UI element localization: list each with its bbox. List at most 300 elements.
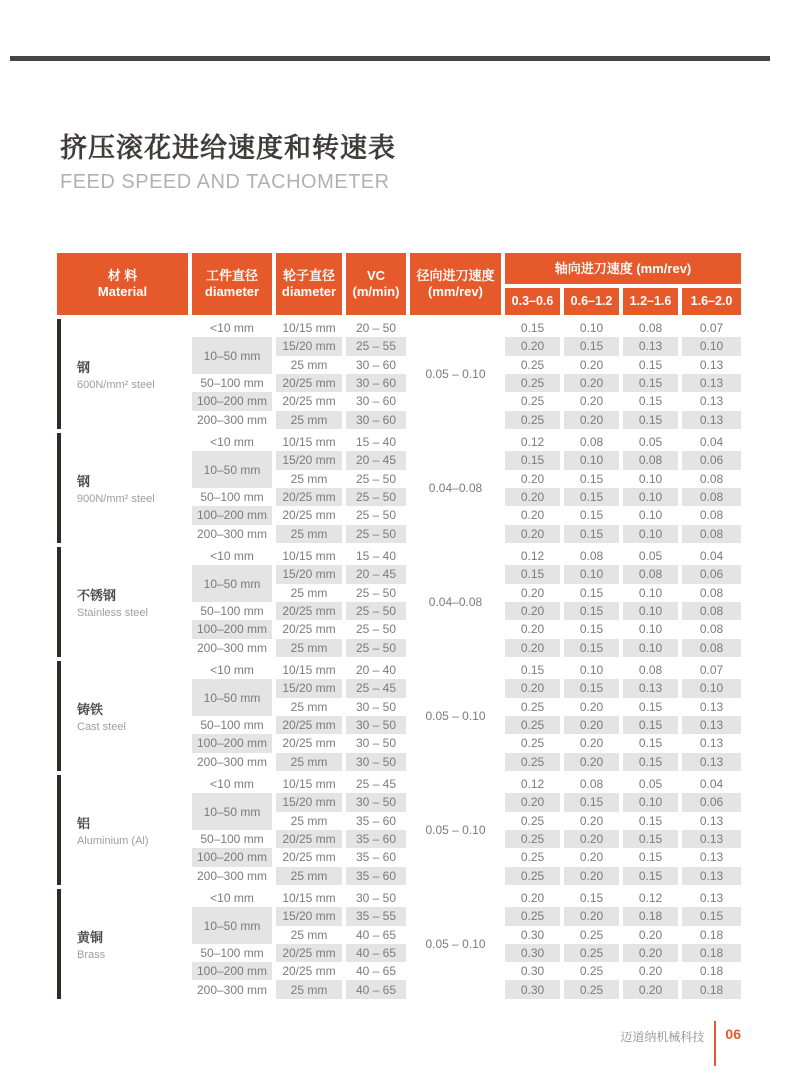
axial-feed-cell: 0.20 (505, 793, 560, 811)
axial-feed-cell: 0.08 (682, 525, 741, 543)
axial-feed-cell: 0.10 (623, 584, 678, 602)
vc-cell: 25 – 50 (346, 488, 406, 506)
axial-feed-cell: 0.20 (623, 926, 678, 944)
axial-feed-cell: 0.18 (682, 980, 741, 998)
axial-feed-cell: 0.13 (682, 812, 741, 830)
axial-feed-cell: 0.15 (505, 661, 560, 679)
vc-cell: 40 – 65 (346, 926, 406, 944)
axial-feed-cell: 0.25 (505, 734, 560, 752)
vc-cell: 30 – 50 (346, 716, 406, 734)
axial-feed-cell: 0.15 (564, 470, 619, 488)
page-subtitle: FEED SPEED AND TACHOMETER (60, 170, 390, 193)
axial-feed-cell: 0.04 (682, 547, 741, 565)
axial-feed-cell: 0.10 (623, 470, 678, 488)
material-group-6 (57, 889, 741, 999)
wheel-diameter-cell: 25 mm (276, 411, 342, 429)
wheel-diameter-cell: 25 mm (276, 470, 342, 488)
axial-feed-cell: 0.20 (623, 944, 678, 962)
header-vc (346, 253, 406, 315)
axial-feed-cell: 0.15 (623, 867, 678, 885)
axial-feed-cell: 0.15 (623, 848, 678, 866)
axial-feed-cell: 0.25 (505, 848, 560, 866)
footer-company-name: 迈道纳机械科技 (620, 1030, 705, 1044)
vc-cell: 40 – 65 (346, 962, 406, 980)
wheel-diameter-cell: 25 mm (276, 980, 342, 998)
material-cell (57, 775, 188, 885)
vc-cell: 40 – 65 (346, 944, 406, 962)
work-diameter-cell: <10 mm (192, 661, 272, 679)
axial-feed-cell: 0.25 (505, 392, 560, 410)
work-diameter-cell: 100–200 mm (192, 848, 272, 866)
work-diameter-cell: 50–100 mm (192, 602, 272, 620)
vc-cell: 15 – 40 (346, 433, 406, 451)
axial-feed-cell: 0.04 (682, 433, 741, 451)
header-material-zh: 材 料 (107, 268, 138, 284)
work-diameter-cell: 100–200 mm (192, 506, 272, 524)
axial-feed-cell: 0.13 (682, 374, 741, 392)
wheel-diameter-cell: 20/25 mm (276, 374, 342, 392)
axial-feed-cell: 0.13 (623, 679, 678, 697)
axial-feed-cell: 0.10 (623, 525, 678, 543)
vc-cell: 30 – 50 (346, 889, 406, 907)
wheel-diameter-cell: 20/25 mm (276, 602, 342, 620)
material-subtitle: 600N/mm² steel (77, 378, 155, 391)
header-vc-unit: (m/min) (352, 284, 400, 299)
axial-feed-cell: 0.08 (623, 565, 678, 583)
axial-feed-cell: 0.06 (682, 451, 741, 469)
radial-feed-cell: 0.05 – 0.10 (410, 775, 501, 885)
axial-feed-cell: 0.10 (623, 602, 678, 620)
vc-cell: 25 – 50 (346, 506, 406, 524)
work-diameter-cell: <10 mm (192, 775, 272, 793)
wheel-diameter-cell: 10/15 mm (276, 433, 342, 451)
axial-feed-cell: 0.18 (623, 907, 678, 925)
vc-cell: 20 – 50 (346, 319, 406, 337)
material-subtitle: Aluminium (Al) (77, 834, 149, 847)
work-diameter-cell: 200–300 mm (192, 980, 272, 998)
work-diameter-cell: 100–200 mm (192, 392, 272, 410)
wheel-diameter-cell: 10/15 mm (276, 889, 342, 907)
vc-cell: 20 – 45 (346, 451, 406, 469)
page-number: 06 (725, 1026, 741, 1042)
axial-feed-cell: 0.13 (682, 716, 741, 734)
axial-feed-cell: 0.10 (564, 451, 619, 469)
header-axial-range-2: 0.6–1.2 (564, 288, 619, 315)
axial-feed-cell: 0.10 (623, 620, 678, 638)
axial-feed-cell: 0.15 (623, 716, 678, 734)
radial-feed-cell: 0.05 – 0.10 (410, 661, 501, 771)
work-diameter-cell: 50–100 mm (192, 374, 272, 392)
work-diameter-cell: 100–200 mm (192, 962, 272, 980)
header-wheel-diameter (276, 253, 342, 315)
vc-cell: 20 – 40 (346, 661, 406, 679)
vc-cell: 25 – 50 (346, 470, 406, 488)
work-diameter-cell: 200–300 mm (192, 753, 272, 771)
wheel-diameter-cell: 25 mm (276, 753, 342, 771)
table-header (57, 253, 741, 315)
work-diameter-cell: 200–300 mm (192, 867, 272, 885)
wheel-diameter-cell: 15/20 mm (276, 451, 342, 469)
axial-feed-cell: 0.20 (564, 907, 619, 925)
axial-feed-cell: 0.15 (564, 602, 619, 620)
vc-cell: 30 – 60 (346, 374, 406, 392)
work-diameter-cell: <10 mm (192, 547, 272, 565)
header-axial-feed: 轴向进刀速度 (mm/rev) (505, 253, 741, 284)
header-radial-feed-zh: 径向进刀速度 (416, 268, 495, 284)
axial-feed-cell: 0.18 (682, 962, 741, 980)
axial-feed-cell: 0.15 (564, 337, 619, 355)
axial-feed-cell: 0.20 (623, 962, 678, 980)
axial-feed-cell: 0.13 (682, 848, 741, 866)
axial-feed-cell: 0.13 (682, 753, 741, 771)
axial-feed-cell: 0.15 (623, 698, 678, 716)
axial-feed-cell: 0.25 (505, 907, 560, 925)
axial-feed-cell: 0.15 (564, 506, 619, 524)
vc-cell: 25 – 50 (346, 584, 406, 602)
header-work-diameter-en: diameter (204, 284, 260, 299)
material-group-3 (57, 547, 741, 657)
top-rule (10, 56, 770, 61)
axial-feed-cell: 0.20 (564, 411, 619, 429)
axial-feed-cell: 0.20 (564, 830, 619, 848)
header-radial-feed (410, 253, 501, 315)
work-diameter-cell: <10 mm (192, 889, 272, 907)
work-diameter-cell: 200–300 mm (192, 525, 272, 543)
axial-feed-cell: 0.25 (564, 980, 619, 998)
axial-feed-cell: 0.07 (682, 319, 741, 337)
wheel-diameter-cell: 20/25 mm (276, 848, 342, 866)
axial-feed-cell: 0.04 (682, 775, 741, 793)
axial-feed-cell: 0.20 (564, 716, 619, 734)
material-subtitle: 900N/mm² steel (77, 492, 155, 505)
axial-feed-cell: 0.15 (623, 411, 678, 429)
axial-feed-cell: 0.20 (505, 639, 560, 657)
material-name: 钢 (77, 359, 91, 375)
axial-feed-cell: 0.30 (505, 962, 560, 980)
axial-feed-cell: 0.18 (682, 926, 741, 944)
axial-feed-cell: 0.05 (623, 547, 678, 565)
axial-feed-cell: 0.25 (564, 962, 619, 980)
axial-feed-cell: 0.25 (505, 753, 560, 771)
axial-feed-cell: 0.15 (564, 679, 619, 697)
axial-feed-cell: 0.25 (564, 944, 619, 962)
axial-feed-cell: 0.15 (623, 374, 678, 392)
axial-feed-cell: 0.08 (623, 451, 678, 469)
work-diameter-cell: 200–300 mm (192, 411, 272, 429)
axial-feed-cell: 0.25 (505, 356, 560, 374)
work-diameter-cell: 10–50 mm (192, 565, 272, 602)
axial-feed-cell: 0.20 (564, 753, 619, 771)
vc-cell: 25 – 45 (346, 775, 406, 793)
wheel-diameter-cell: 20/25 mm (276, 488, 342, 506)
axial-feed-cell: 0.25 (505, 411, 560, 429)
material-cell (57, 433, 188, 543)
material-cell (57, 661, 188, 771)
material-group-1 (57, 319, 741, 429)
vc-cell: 15 – 40 (346, 547, 406, 565)
axial-feed-cell: 0.08 (623, 661, 678, 679)
axial-feed-cell: 0.25 (564, 926, 619, 944)
axial-feed-cell: 0.08 (564, 775, 619, 793)
axial-feed-cell: 0.13 (682, 889, 741, 907)
material-group-4 (57, 661, 741, 771)
axial-feed-cell: 0.08 (682, 620, 741, 638)
axial-feed-cell: 0.13 (623, 337, 678, 355)
axial-feed-cell: 0.10 (682, 679, 741, 697)
material-cell (57, 889, 188, 999)
radial-feed-cell: 0.05 – 0.10 (410, 319, 501, 429)
wheel-diameter-cell: 25 mm (276, 525, 342, 543)
axial-feed-cell: 0.25 (505, 698, 560, 716)
axial-feed-cell: 0.15 (623, 830, 678, 848)
vc-cell: 40 – 65 (346, 980, 406, 998)
axial-feed-cell: 0.07 (682, 661, 741, 679)
axial-feed-cell: 0.20 (505, 620, 560, 638)
vc-cell: 35 – 60 (346, 867, 406, 885)
feed-speed-table (57, 253, 741, 1003)
axial-feed-cell: 0.15 (564, 889, 619, 907)
axial-feed-cell: 0.20 (564, 356, 619, 374)
wheel-diameter-cell: 25 mm (276, 698, 342, 716)
vc-cell: 25 – 55 (346, 337, 406, 355)
axial-feed-cell: 0.15 (564, 620, 619, 638)
axial-feed-cell: 0.08 (564, 547, 619, 565)
vc-cell: 20 – 45 (346, 565, 406, 583)
vc-cell: 30 – 50 (346, 753, 406, 771)
footer-divider (714, 1021, 716, 1066)
header-work-diameter-zh: 工件直径 (205, 268, 258, 284)
axial-feed-cell: 0.15 (564, 488, 619, 506)
work-diameter-cell: 10–50 mm (192, 451, 272, 488)
axial-feed-cell: 0.15 (623, 734, 678, 752)
axial-feed-cell: 0.15 (682, 907, 741, 925)
axial-feed-cell: 0.20 (505, 602, 560, 620)
vc-cell: 35 – 60 (346, 812, 406, 830)
axial-feed-cell: 0.13 (682, 830, 741, 848)
axial-feed-cell: 0.06 (682, 793, 741, 811)
axial-feed-cell: 0.12 (505, 775, 560, 793)
wheel-diameter-cell: 25 mm (276, 812, 342, 830)
header-axial-range-1: 0.3–0.6 (505, 288, 560, 315)
wheel-diameter-cell: 20/25 mm (276, 620, 342, 638)
axial-feed-cell: 0.12 (505, 547, 560, 565)
work-diameter-cell: 10–50 mm (192, 907, 272, 944)
work-diameter-cell: 100–200 mm (192, 620, 272, 638)
axial-feed-cell: 0.20 (564, 392, 619, 410)
axial-feed-cell: 0.10 (682, 337, 741, 355)
axial-feed-cell: 0.30 (505, 980, 560, 998)
radial-feed-cell: 0.04–0.08 (410, 547, 501, 657)
header-work-diameter (192, 253, 272, 315)
axial-feed-cell: 0.10 (623, 488, 678, 506)
header-axial-range-3: 1.2–1.6 (623, 288, 678, 315)
wheel-diameter-cell: 20/25 mm (276, 716, 342, 734)
wheel-diameter-cell: 20/25 mm (276, 734, 342, 752)
axial-feed-cell: 0.15 (623, 753, 678, 771)
material-group-5 (57, 775, 741, 885)
work-diameter-cell: <10 mm (192, 319, 272, 337)
axial-feed-cell: 0.20 (505, 488, 560, 506)
wheel-diameter-cell: 15/20 mm (276, 565, 342, 583)
axial-feed-cell: 0.10 (623, 639, 678, 657)
radial-feed-cell: 0.05 – 0.10 (410, 889, 501, 999)
header-material (57, 253, 188, 315)
material-subtitle: Brass (77, 948, 106, 961)
wheel-diameter-cell: 15/20 mm (276, 337, 342, 355)
axial-feed-cell: 0.05 (623, 433, 678, 451)
work-diameter-cell: 200–300 mm (192, 639, 272, 657)
wheel-diameter-cell: 25 mm (276, 867, 342, 885)
material-name: 铝 (77, 815, 91, 831)
axial-feed-cell: 0.30 (505, 926, 560, 944)
title-block (60, 134, 396, 194)
work-diameter-cell: <10 mm (192, 433, 272, 451)
wheel-diameter-cell: 10/15 mm (276, 775, 342, 793)
wheel-diameter-cell: 25 mm (276, 926, 342, 944)
wheel-diameter-cell: 25 mm (276, 584, 342, 602)
axial-feed-cell: 0.08 (682, 506, 741, 524)
axial-feed-cell: 0.20 (564, 374, 619, 392)
axial-feed-cell: 0.10 (564, 319, 619, 337)
vc-cell: 35 – 60 (346, 830, 406, 848)
axial-feed-cell: 0.20 (564, 698, 619, 716)
radial-feed-cell: 0.04–0.08 (410, 433, 501, 543)
axial-feed-cell: 0.05 (623, 775, 678, 793)
axial-feed-cell: 0.13 (682, 411, 741, 429)
axial-feed-cell: 0.20 (564, 848, 619, 866)
work-diameter-cell: 50–100 mm (192, 944, 272, 962)
axial-feed-cell: 0.15 (623, 392, 678, 410)
axial-feed-cell: 0.20 (564, 734, 619, 752)
vc-cell: 30 – 60 (346, 392, 406, 410)
vc-cell: 25 – 45 (346, 679, 406, 697)
wheel-diameter-cell: 20/25 mm (276, 392, 342, 410)
axial-feed-cell: 0.08 (682, 470, 741, 488)
axial-feed-cell: 0.08 (623, 319, 678, 337)
wheel-diameter-cell: 20/25 mm (276, 830, 342, 848)
axial-feed-cell: 0.13 (682, 392, 741, 410)
wheel-diameter-cell: 10/15 mm (276, 547, 342, 565)
axial-feed-cell: 0.20 (505, 679, 560, 697)
vc-cell: 30 – 50 (346, 698, 406, 716)
material-name: 钢 (77, 473, 91, 489)
vc-cell: 30 – 50 (346, 734, 406, 752)
wheel-diameter-cell: 15/20 mm (276, 907, 342, 925)
vc-cell: 30 – 60 (346, 411, 406, 429)
axial-feed-cell: 0.25 (505, 867, 560, 885)
axial-feed-cell: 0.13 (682, 698, 741, 716)
wheel-diameter-cell: 10/15 mm (276, 319, 342, 337)
axial-feed-cell: 0.08 (564, 433, 619, 451)
axial-feed-cell: 0.15 (564, 793, 619, 811)
axial-feed-cell: 0.20 (623, 980, 678, 998)
axial-feed-cell: 0.20 (505, 337, 560, 355)
axial-feed-cell: 0.15 (505, 319, 560, 337)
vc-cell: 25 – 50 (346, 525, 406, 543)
axial-feed-cell: 0.13 (682, 734, 741, 752)
axial-feed-cell: 0.12 (505, 433, 560, 451)
work-diameter-cell: 100–200 mm (192, 734, 272, 752)
material-cell (57, 547, 188, 657)
work-diameter-cell: 10–50 mm (192, 337, 272, 374)
axial-feed-cell: 0.10 (564, 661, 619, 679)
material-group-2 (57, 433, 741, 543)
work-diameter-cell: 10–50 mm (192, 793, 272, 830)
axial-feed-cell: 0.20 (564, 867, 619, 885)
axial-feed-cell: 0.18 (682, 944, 741, 962)
material-subtitle: Cast steel (77, 720, 126, 733)
axial-feed-cell: 0.30 (505, 944, 560, 962)
header-wheel-diameter-zh: 轮子直径 (282, 268, 335, 284)
axial-feed-cell: 0.25 (505, 374, 560, 392)
vc-cell: 35 – 60 (346, 848, 406, 866)
axial-feed-cell: 0.20 (505, 889, 560, 907)
axial-feed-cell: 0.20 (505, 525, 560, 543)
axial-feed-cell: 0.08 (682, 584, 741, 602)
axial-feed-cell: 0.15 (623, 356, 678, 374)
wheel-diameter-cell: 20/25 mm (276, 944, 342, 962)
axial-feed-cell: 0.25 (505, 830, 560, 848)
axial-feed-cell: 0.15 (564, 639, 619, 657)
wheel-diameter-cell: 20/25 mm (276, 962, 342, 980)
wheel-diameter-cell: 15/20 mm (276, 679, 342, 697)
work-diameter-cell: 10–50 mm (192, 679, 272, 716)
axial-feed-cell: 0.13 (682, 867, 741, 885)
wheel-diameter-cell: 15/20 mm (276, 793, 342, 811)
work-diameter-cell: 50–100 mm (192, 488, 272, 506)
material-name: 不锈钢 (77, 587, 117, 603)
axial-feed-cell: 0.20 (505, 470, 560, 488)
axial-feed-cell: 0.08 (682, 488, 741, 506)
axial-feed-cell: 0.20 (505, 506, 560, 524)
axial-feed-cell: 0.15 (564, 525, 619, 543)
material-name: 黄铜 (77, 929, 104, 945)
axial-feed-cell: 0.25 (505, 812, 560, 830)
wheel-diameter-cell: 25 mm (276, 356, 342, 374)
page-footer (57, 1021, 741, 1066)
axial-feed-cell: 0.20 (564, 812, 619, 830)
axial-feed-cell: 0.10 (623, 793, 678, 811)
header-axial-range-4: 1.6–2.0 (682, 288, 741, 315)
wheel-diameter-cell: 10/15 mm (276, 661, 342, 679)
header-radial-feed-unit: (mm/rev) (428, 284, 483, 299)
vc-cell: 25 – 50 (346, 602, 406, 620)
header-vc-label: VC (366, 268, 386, 284)
page-title: 挤压滚花进给速度和转速表 (60, 133, 396, 163)
material-cell (57, 319, 188, 429)
work-diameter-cell: 50–100 mm (192, 716, 272, 734)
vc-cell: 25 – 50 (346, 639, 406, 657)
axial-feed-cell: 0.12 (623, 889, 678, 907)
axial-feed-cell: 0.15 (505, 451, 560, 469)
work-diameter-cell: 50–100 mm (192, 830, 272, 848)
axial-feed-cell: 0.13 (682, 356, 741, 374)
vc-cell: 25 – 50 (346, 620, 406, 638)
header-wheel-diameter-en: diameter (281, 284, 337, 299)
axial-feed-cell: 0.08 (682, 602, 741, 620)
material-name: 铸铁 (77, 701, 104, 717)
axial-feed-cell: 0.10 (623, 506, 678, 524)
vc-cell: 30 – 50 (346, 793, 406, 811)
wheel-diameter-cell: 25 mm (276, 639, 342, 657)
axial-feed-cell: 0.08 (682, 639, 741, 657)
axial-feed-cell: 0.15 (623, 812, 678, 830)
table-body (57, 319, 741, 999)
vc-cell: 30 – 60 (346, 356, 406, 374)
axial-feed-cell: 0.15 (564, 584, 619, 602)
axial-feed-cell: 0.25 (505, 716, 560, 734)
vc-cell: 35 – 55 (346, 907, 406, 925)
